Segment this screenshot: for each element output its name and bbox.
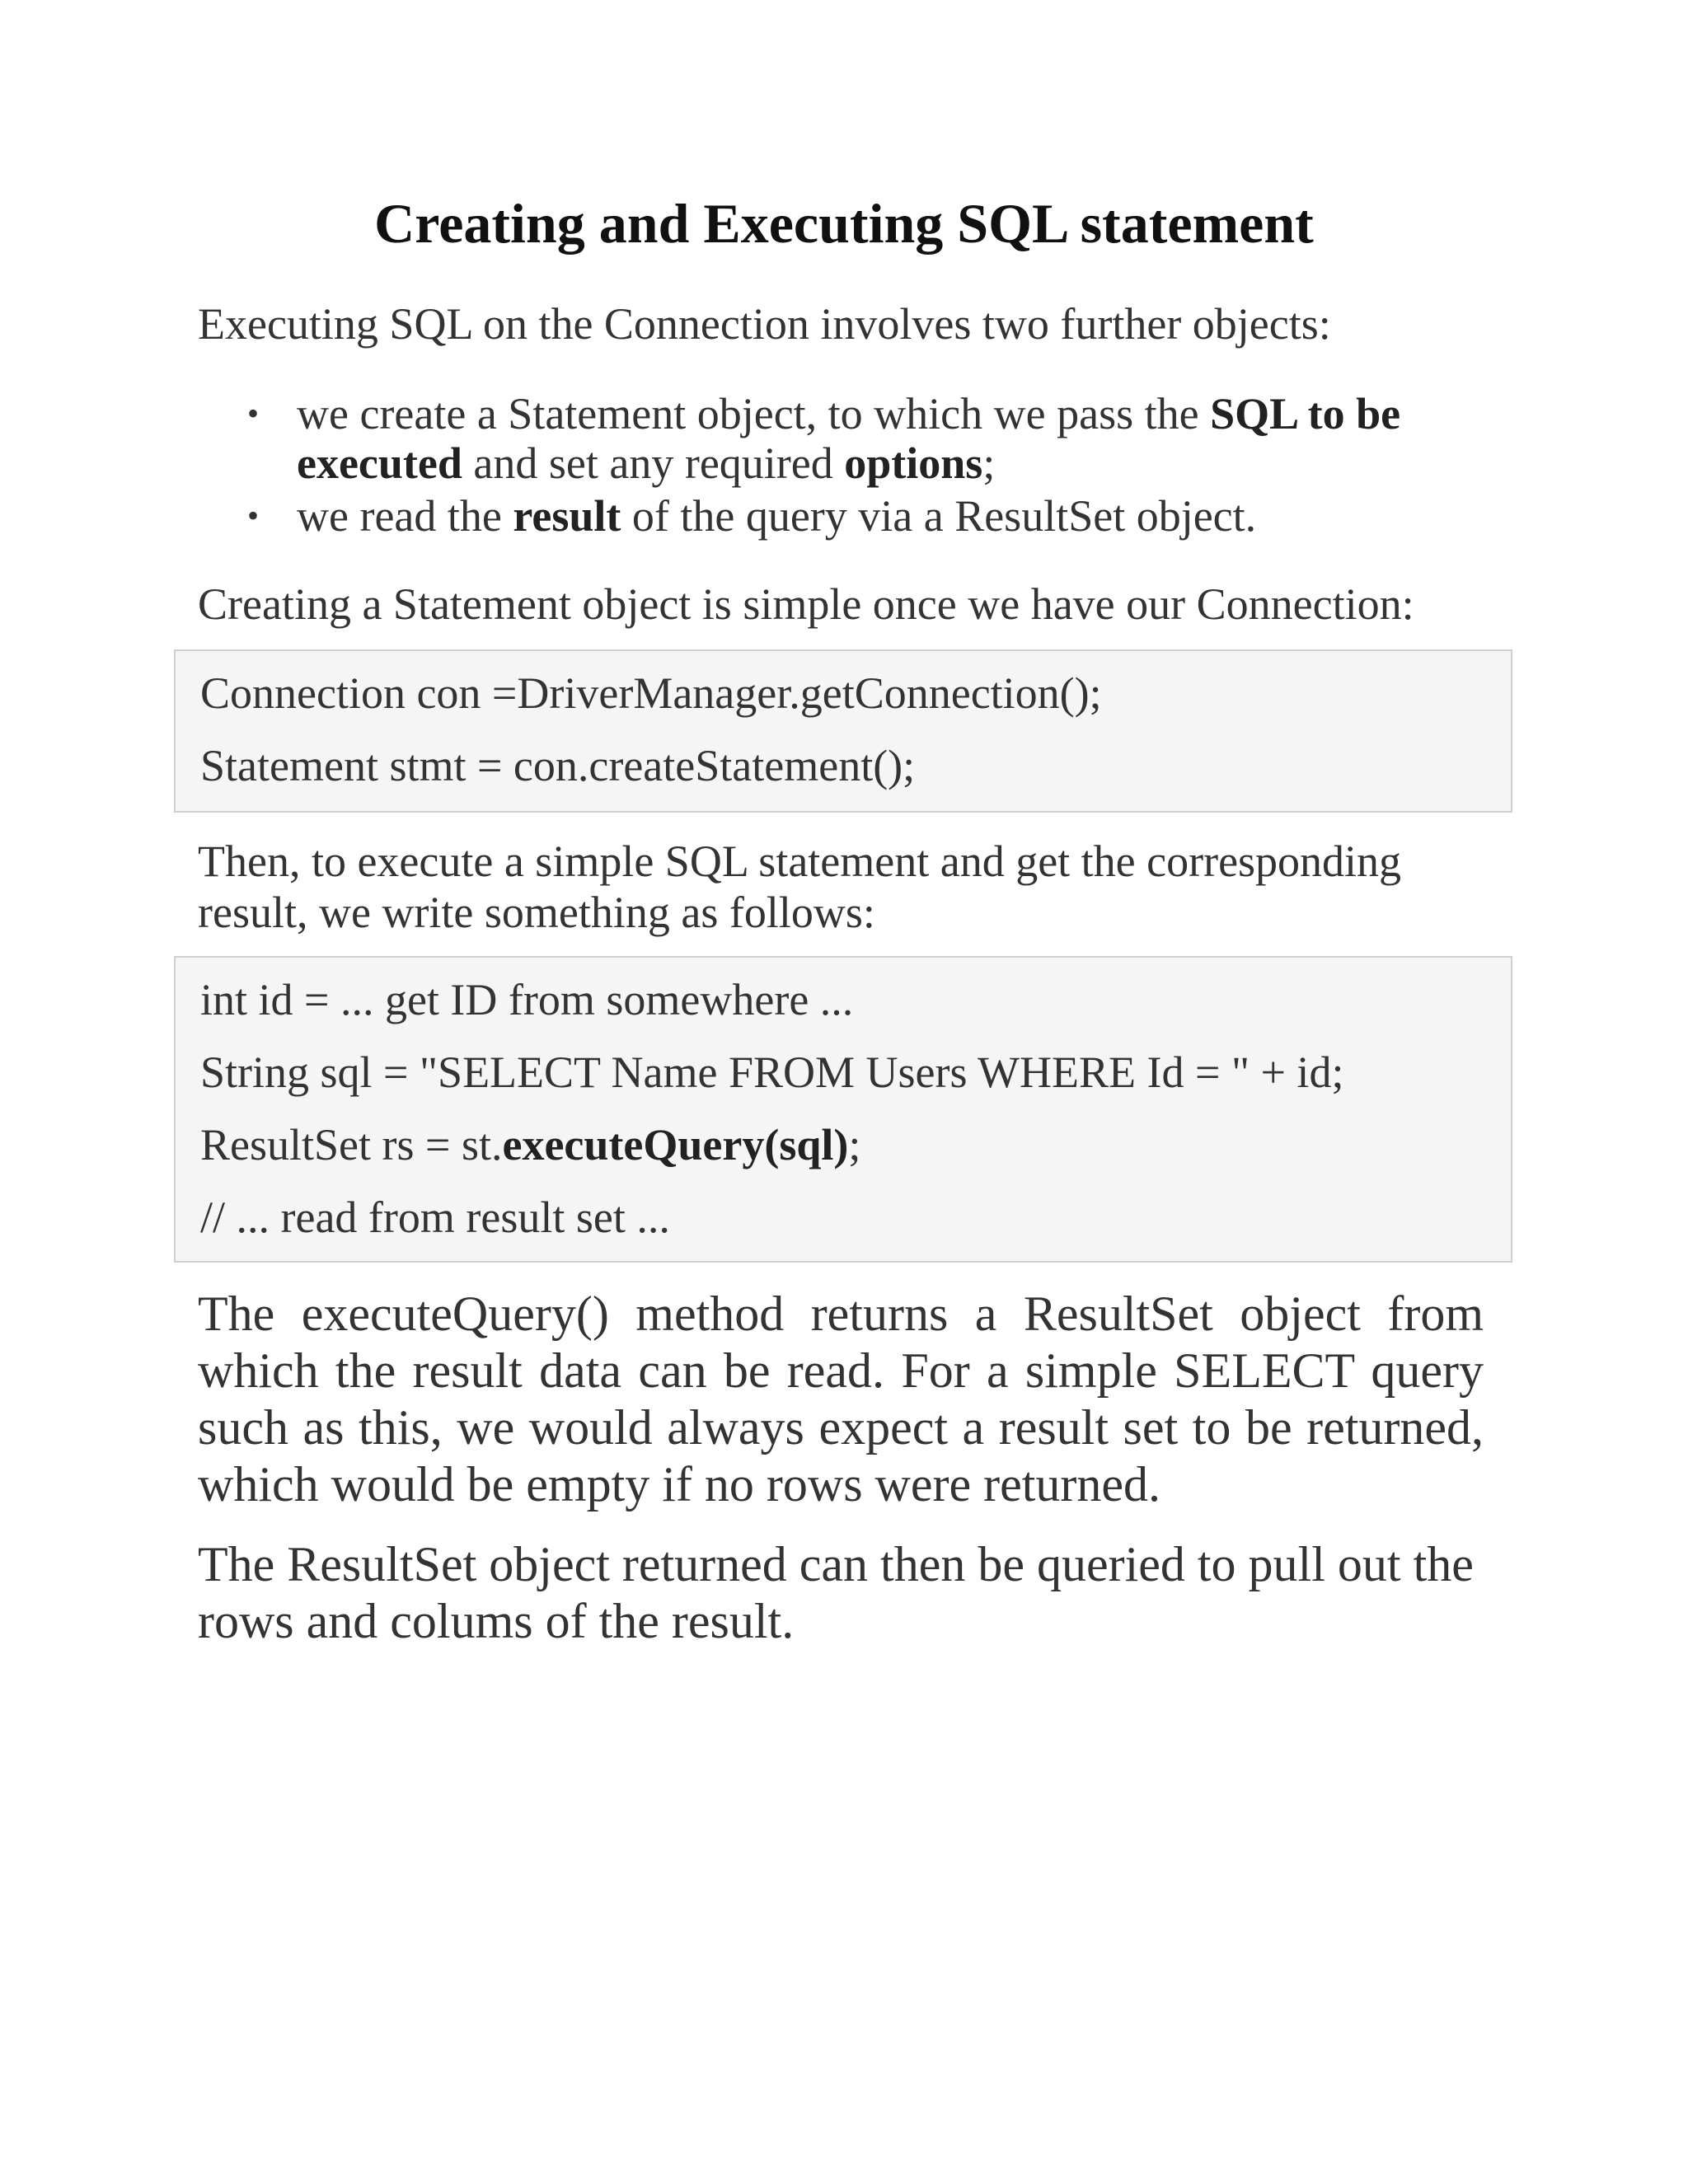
code-line: int id = ... get ID from somewhere ... [200,975,854,1024]
intro-paragraph: Executing SQL on the Connection involves two further objects: [198,299,1331,349]
code-bold-text: executeQuery(sql) [502,1120,849,1169]
code-block-connection [174,649,1512,813]
bullet-icon: • [247,395,260,432]
list-item [198,389,1484,488]
list-item [198,491,1484,541]
list-item-text: we create a Statement object, to which we pass the [297,389,1211,438]
then-execute-paragraph: Then, to execute a simple SQL statement and get the corresponding result, we write something as follows: [198,837,1402,937]
resultset-paragraph: The ResultSet object returned can then be queried to pull out the rows and colums of the result. [198,1537,1474,1648]
bullet-icon: • [247,497,260,534]
code-line: Statement stmt = con.createStatement(); [200,741,916,790]
page-title: Creating and Executing SQL statement [374,192,1314,255]
list-item-text: we read the [297,491,513,541]
list-item-text: and set any required [462,438,845,488]
creating-statement-paragraph: Creating a Statement object is simple once we have our Connection: [198,579,1414,629]
objects-bullet-list [198,389,1484,544]
code-block-query [174,956,1512,1263]
list-item-text: ; [982,438,996,488]
code-line: Connection con =DriverManager.getConnection(); [200,668,1102,718]
list-item-bold-text: SQL to be executed [297,389,1401,488]
execute-query-paragraph: The executeQuery() method returns a ResultSet object from which the result data can be read. For a simple SELECT query such as this, we would always expect a result set to be returned, which would be empty if no rows were returned. [198,1286,1484,1511]
code-text: ResultSet rs = st. [200,1120,503,1169]
list-item-bold-text: result [513,491,621,541]
code-line: // ... read from result set ... [200,1193,670,1242]
code-text: ; [848,1120,861,1169]
code-line [200,1119,1486,1192]
list-item-text: of the query via a ResultSet object. [621,491,1257,541]
list-item-bold-text: options [844,438,983,488]
code-line: String sql = "SELECT Name FROM Users WHERE Id = " + id; [200,1047,1344,1097]
